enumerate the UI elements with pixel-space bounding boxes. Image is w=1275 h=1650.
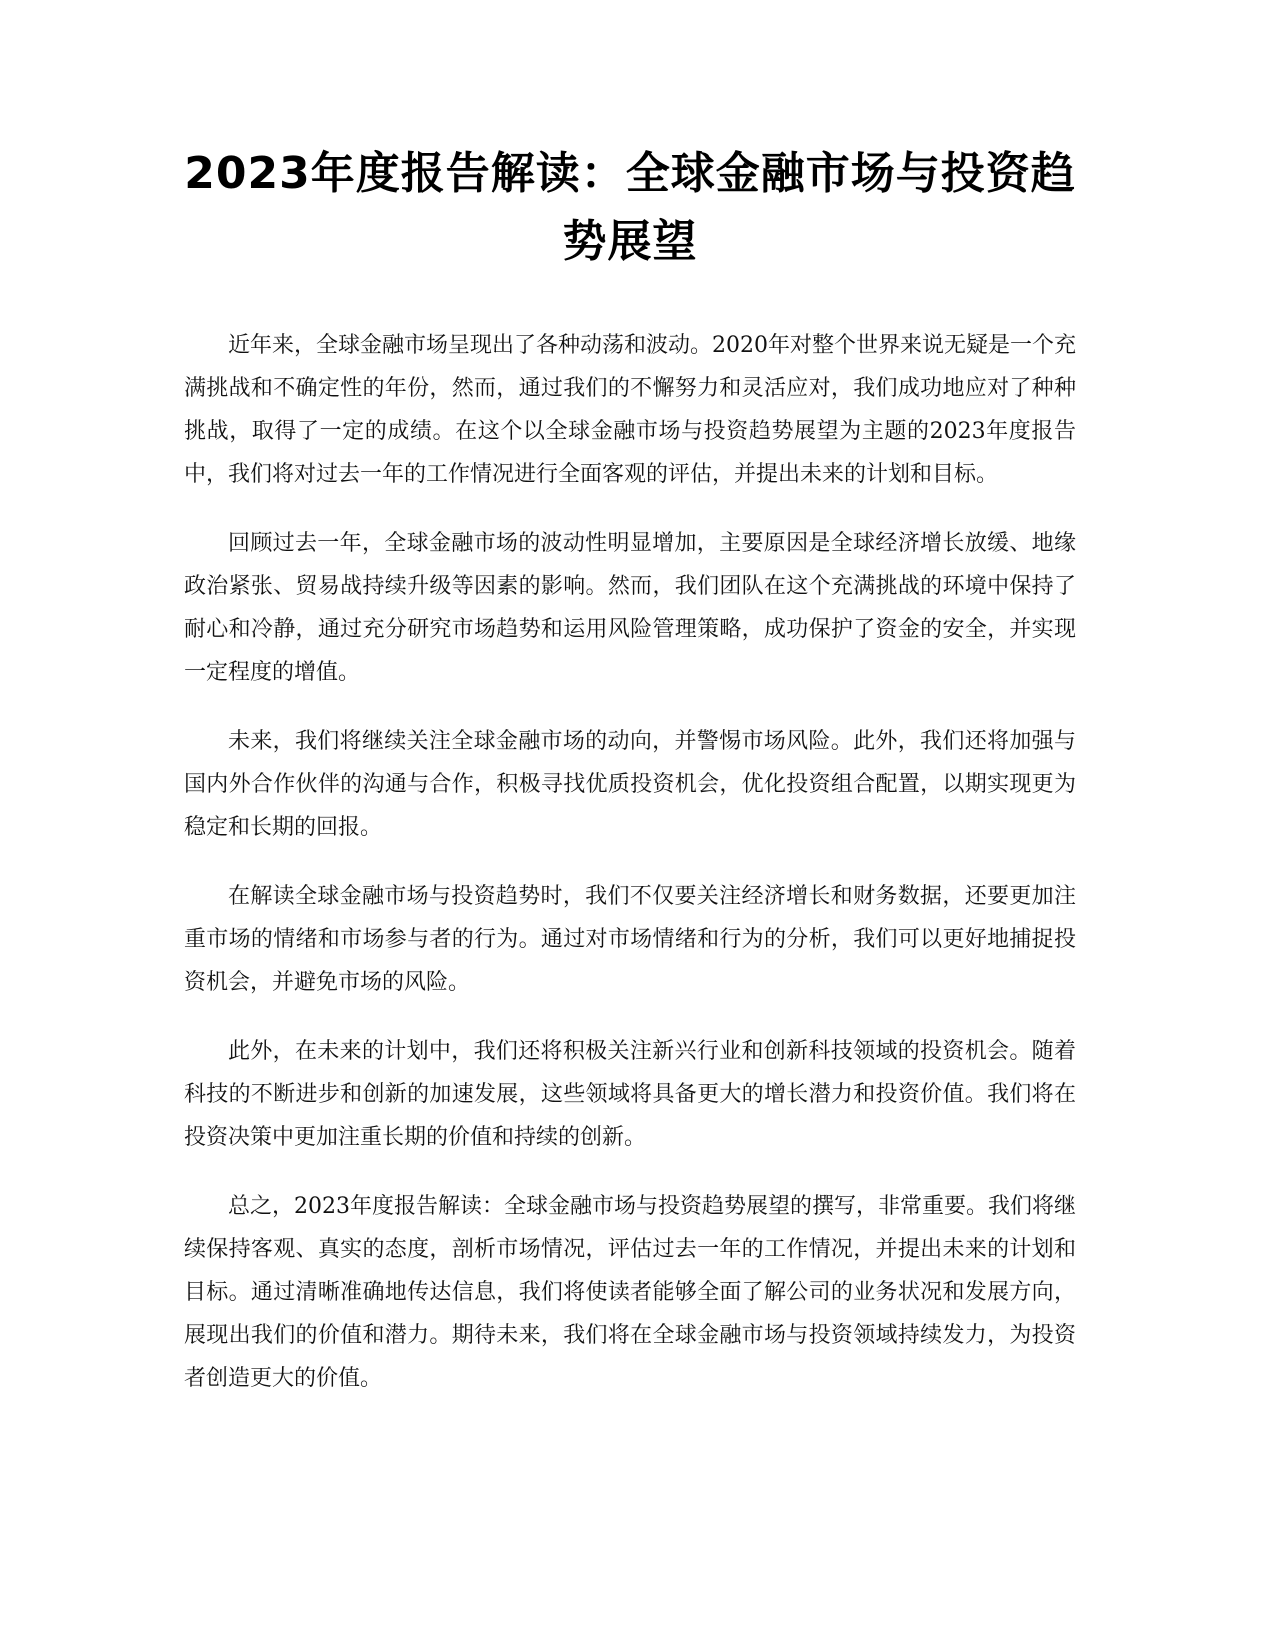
paragraph-2: 回顾过去一年，全球金融市场的波动性明显增加，主要原因是全球经济增长放缓、地缘政治紧张、贸易战持续升级等因素的影响。然而，我们团队在这个充满挑战的环境中保持了耐心和冷静，通过充分研究市场趋势和运用风险管理策略，成功保护了资金的安全，并实现一定程度的增值。 — [184, 531, 1076, 685]
document-page — [184, 140, 1076, 1426]
paragraph-4: 在解读全球金融市场与投资趋势时，我们不仅要关注经济增长和财务数据，还要更加注重市场的情绪和市场参与者的行为。通过对市场情绪和行为的分析，我们可以更好地捕捉投资机会，并避免市场的风险。 — [184, 884, 1076, 995]
document-title: 2023年度报告解读：全球金融市场与投资趋势展望 — [184, 148, 1076, 267]
paragraph-5: 此外，在未来的计划中，我们还将积极关注新兴行业和创新科技领域的投资机会。随着科技的不断进步和创新的加速发展，这些领域将具备更大的增长潜力和投资价值。我们将在投资决策中更加注重长期的价值和持续的创新。 — [184, 1039, 1076, 1150]
paragraph-3: 未来，我们将继续关注全球金融市场的动向，并警惕市场风险。此外，我们还将加强与国内外合作伙伴的沟通与合作，积极寻找优质投资机会，优化投资组合配置，以期实现更为稳定和长期的回报。 — [184, 729, 1076, 840]
paragraph-6: 总之，2023年度报告解读：全球金融市场与投资趋势展望的撰写，非常重要。我们将继续保持客观、真实的态度，剖析市场情况，评估过去一年的工作情况，并提出未来的计划和目标。通过清晰准确地传达信息，我们将使读者能够全面了解公司的业务状况和发展方向，展现出我们的价值和潜力。期待未来，我们将在全球金融市场与投资领域持续发力，为投资者创造更大的价值。 — [184, 1194, 1076, 1391]
paragraph-1: 近年来，全球金融市场呈现出了各种动荡和波动。2020年对整个世界来说无疑是一个充满挑战和不确定性的年份，然而，通过我们的不懈努力和灵活应对，我们成功地应对了种种挑战，取得了一定的成绩。在这个以全球金融市场与投资趋势展望为主题的2023年度报告中，我们将对过去一年的工作情况进行全面客观的评估，并提出未来的计划和目标。 — [184, 333, 1076, 487]
document-body — [184, 324, 1076, 1400]
